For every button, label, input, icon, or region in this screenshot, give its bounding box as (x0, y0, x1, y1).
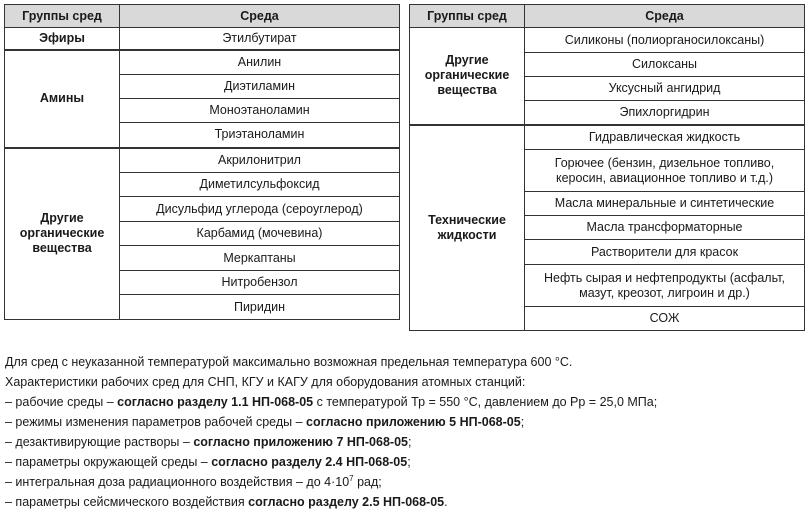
note-text: ; (407, 455, 411, 469)
media-cell: Нефть сырая и нефтепродукты (асфальт, мазут, креозот, лигроин и др.) (525, 265, 805, 307)
col-header-media: Среда (525, 5, 805, 28)
group-cell: Амины (5, 50, 120, 148)
media-cell: Эпихлоргидрин (525, 101, 805, 125)
col-header-media: Среда (120, 5, 400, 28)
col-header-groups: Группы сред (410, 5, 525, 28)
media-cell: Этилбутират (120, 28, 400, 50)
note-exponent: 7 (349, 474, 354, 483)
note-characteristics-intro: Характеристики рабочих сред для СНП, КГУ и КАГУ для оборудования атомных станций: (5, 375, 526, 389)
note-text: – режимы изменения параметров рабочей среды – (5, 415, 307, 429)
note-reference: согласно разделу 1.1 НП-068-05 (117, 395, 314, 409)
media-table-right (409, 4, 805, 331)
note-text: – параметры сейсмического воздействия (5, 495, 249, 509)
note-text: с температурой Тр = 550 °С, давлением до Рр = 25,0 МПа; (313, 395, 658, 409)
media-cell: Уксусный ангидрид (525, 77, 805, 101)
group-cell: Технические жидкости (410, 125, 525, 331)
media-cell: Моноэтаноламин (120, 99, 400, 123)
note-text: – интегральная доза радиационного воздействия – до 4·10 (5, 475, 350, 489)
group-cell: Другие органические вещества (5, 148, 120, 320)
media-cell: Акрилонитрил (120, 148, 400, 173)
note-reference: согласно разделу 2.5 НП-068-05 (248, 495, 445, 509)
media-cell: Масла трансформаторные (525, 216, 805, 240)
media-cell: Карбамид (мочевина) (120, 222, 400, 246)
note-item-decontamination (5, 432, 805, 452)
media-cell: Силиконы (полиорганосилоксаны) (525, 28, 805, 53)
note-reference: согласно приложению 7 НП-068-05 (193, 435, 408, 449)
media-cell: Масла минеральные и синтетические (525, 192, 805, 216)
note-text: . (444, 495, 448, 509)
notes-block (5, 352, 805, 512)
media-cell: Триэтаноламин (120, 123, 400, 148)
note-item-environment (5, 452, 805, 472)
note-item-radiation (5, 472, 805, 492)
note-text: ; (520, 415, 525, 429)
media-cell: Пиридин (120, 295, 400, 320)
media-table-left (4, 4, 400, 320)
media-cell: СОЖ (525, 307, 805, 331)
group-cell: Эфиры (5, 28, 120, 50)
note-text: рад; (353, 475, 382, 489)
note-temperature: Для сред с неуказанной температурой максимально возможная предельная температура 600 °С. (5, 355, 573, 369)
note-text: ; (407, 435, 412, 449)
media-cell: Дисульфид углерода (сероуглерод) (120, 197, 400, 222)
col-header-groups: Группы сред (5, 5, 120, 28)
note-text: – рабочие среды – (5, 395, 118, 409)
note-reference: согласно приложению 5 НП-068-05 (306, 415, 521, 429)
media-cell: Меркаптаны (120, 246, 400, 271)
note-item-modes (5, 412, 805, 432)
note-item-seismic (5, 492, 805, 512)
note-text: – дезактивирующие растворы – (5, 435, 194, 449)
group-cell: Другие органические вещества (410, 28, 525, 125)
note-reference: согласно разделу 2.4 НП-068-05 (211, 455, 408, 469)
media-cell: Нитробензол (120, 271, 400, 295)
media-cell: Горючее (бензин, дизельное топливо, керосин, авиационное топливо и т.д.) (525, 150, 805, 192)
note-item-working-media (5, 392, 805, 412)
note-text: – параметры окружающей среды – (5, 455, 212, 469)
media-cell: Растворители для красок (525, 240, 805, 265)
media-cell: Диметилсульфоксид (120, 173, 400, 197)
media-cell: Диэтиламин (120, 75, 400, 99)
media-cell: Анилин (120, 50, 400, 75)
media-cell: Силоксаны (525, 53, 805, 77)
media-cell: Гидравлическая жидкость (525, 125, 805, 150)
